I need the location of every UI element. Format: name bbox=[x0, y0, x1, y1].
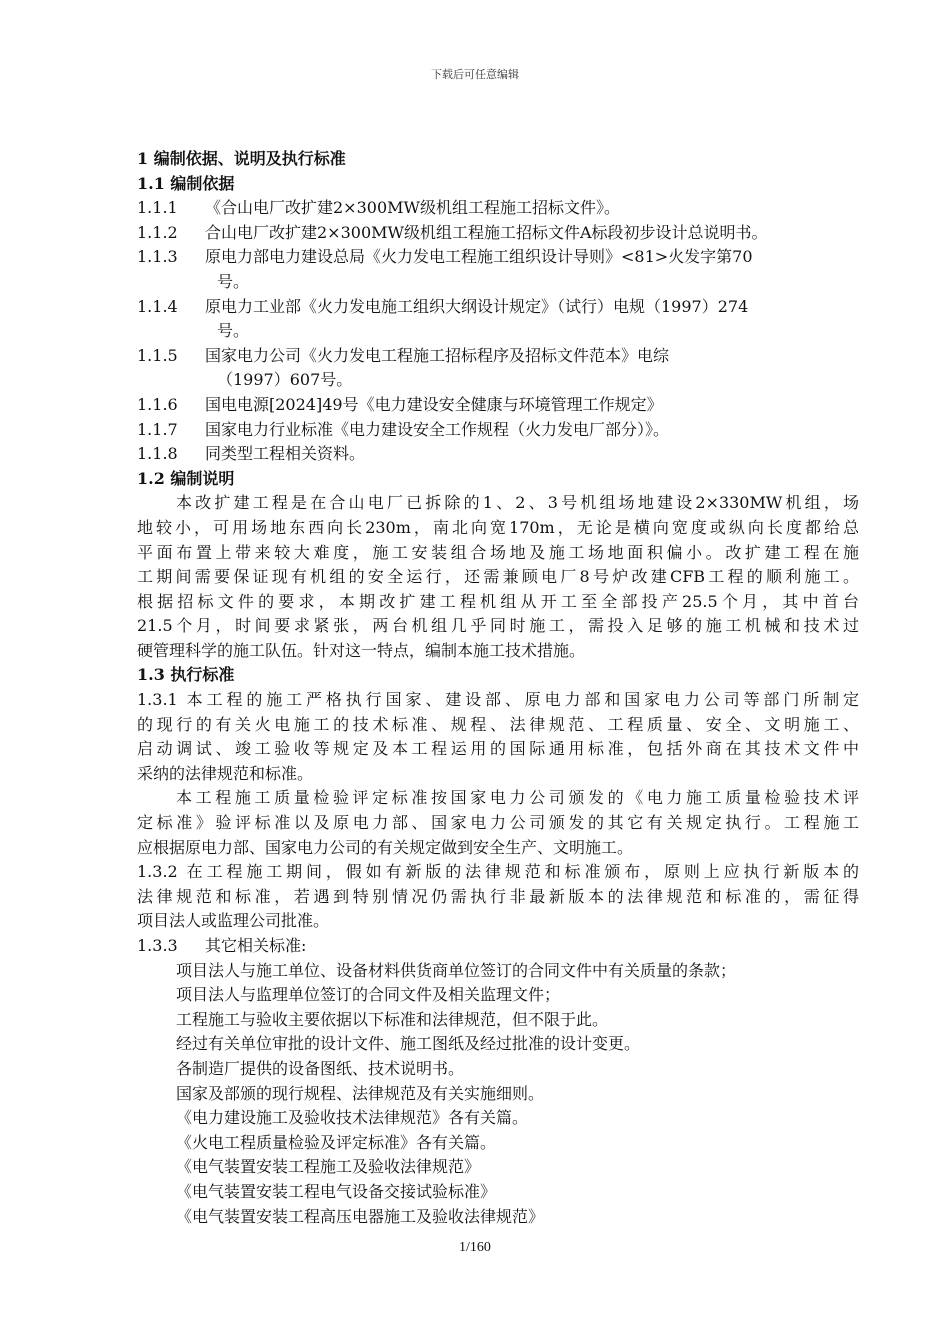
paragraph-line: 本工程施工质量检验评定标准按国家电力公司颁发的《电力施工质量检验技术评 bbox=[176, 788, 859, 808]
paragraph-line: 法律规范和标准，若遇到特别情况仍需执行非最新版本的法律规范和标准的，需征得 bbox=[137, 886, 859, 906]
paragraph-line: 本改扩建工程是在合山电厂已拆除的1、2、3号机组场地建设2×330MW机组，场 bbox=[176, 493, 859, 513]
paragraph-line: 项目法人或监理公司批准。 bbox=[137, 911, 330, 931]
paragraph-line: 根据招标文件的要求，本期改扩建工程机组从开工至全部投产25.5个月，其中首台 bbox=[137, 591, 859, 611]
paragraph-line: 1.3.1 本工程的施工严格执行国家、建设部、原电力部和国家电力公司等部门所制定 bbox=[137, 690, 859, 710]
paragraph-line: 定标准》验评标准以及原电力部、国家电力公司颁发的其它有关规定执行。工程施工 bbox=[137, 813, 859, 833]
standard-item: 《电力建设施工及验收技术法律规范》各有关篇。 bbox=[176, 1108, 529, 1128]
list-item: 1.1.2 合山电厂改扩建2×300MW级机组工程施工招标文件A标段初步设计总说明书。 bbox=[137, 222, 768, 242]
section-1-3-title: 1.3 执行标准 bbox=[137, 665, 235, 685]
standard-item: 经过有关单位审批的设计文件、施工图纸及经过批准的设计变更。 bbox=[176, 1034, 641, 1054]
list-item: 1.1.8 同类型工程相关资料。 bbox=[137, 444, 366, 464]
standard-item: 《火电工程质量检验及评定标准》各有关篇。 bbox=[176, 1132, 497, 1152]
paragraph-line: 应根据原电力部、国家电力公司的有关规定做到安全生产、文明施工。 bbox=[137, 837, 634, 857]
section-1-1-title: 1.1 编制依据 bbox=[137, 173, 235, 193]
list-item: 1.1.6 国电电源[2024]49号《电力建设安全健康与环境管理工作规定》 bbox=[137, 394, 663, 414]
list-item: 1.1.4 原电力工业部《火力发电施工组织大纲设计规定》（试行）电规（1997）274 bbox=[137, 296, 749, 316]
section-1-title: 1 编制依据、说明及执行标准 bbox=[137, 149, 346, 168]
standard-item: 项目法人与监理单位签订的合同文件及相关监理文件； bbox=[176, 985, 561, 1005]
standard-item: 项目法人与施工单位、设备材料供货商单位签订的合同文件中有关质量的条款； bbox=[176, 960, 737, 980]
page-number: 1/160 bbox=[459, 1240, 491, 1255]
list-item-continuation: （1997）607号。 bbox=[217, 370, 353, 390]
standard-item: 工程施工与验收主要依据以下标准和法律规范，但不限于此。 bbox=[176, 1009, 609, 1029]
paragraph-line: 平面布置上带来较大难度，施工安装组合场地及施工场地面积偏小。改扩建工程在施 bbox=[137, 542, 859, 562]
standard-item: 国家及部颁的现行规程、法律规范及有关实施细则。 bbox=[176, 1083, 545, 1103]
paragraph-line: 启动调试、竣工验收等规定及本工程运用的国际通用标准，包括外商在其技术文件中 bbox=[137, 739, 859, 759]
standard-item: 各制造厂提供的设备图纸、技术说明书。 bbox=[176, 1058, 465, 1078]
list-item-continuation: 号。 bbox=[217, 271, 250, 291]
list-item: 1.1.7 国家电力行业标准《电力建设安全工作规程（火力发电厂部分）》。 bbox=[137, 419, 670, 439]
standard-item: 《电气装置安装工程电气设备交接试验标准》 bbox=[176, 1181, 497, 1201]
list-item: 1.3.3 其它相关标准: bbox=[137, 936, 307, 955]
list-item: 1.1.3 原电力部电力建设总局《火力发电工程施工组织设计导则》<81>火发字第70 bbox=[137, 247, 753, 267]
standard-item: 《电气装置安装工程高压电器施工及验收法律规范》 bbox=[176, 1206, 545, 1226]
paragraph-line: 采纳的法律规范和标准。 bbox=[137, 763, 314, 783]
document-body bbox=[137, 147, 859, 1229]
paragraph-line: 硬管理科学的施工队伍。针对这一特点，编制本施工技术措施。 bbox=[137, 640, 586, 660]
paragraph-line: 工期间需要保证现有机组的安全运行，还需兼顾电厂8号炉改建CFB工程的顺利施工。 bbox=[137, 567, 859, 587]
paragraph-line: 21.5个月，时间要求紧张，两台机组几乎同时施工，需投入足够的施工机械和技术过 bbox=[137, 616, 859, 636]
section-1-2-title: 1.2 编制说明 bbox=[137, 468, 235, 488]
paragraph-line: 的现行的有关火电施工的技术标准、规程、法律规范、工程质量、安全、文明施工、 bbox=[137, 714, 859, 734]
paragraph-line: 1.3.2 在工程施工期间，假如有新版的法律规范和标准颁布，原则上应执行新版本的 bbox=[137, 862, 859, 882]
list-item: 1.1.1 《合山电厂改扩建2×300MW级机组工程施工招标文件》。 bbox=[137, 198, 620, 218]
page-header: 下载后可任意编辑 bbox=[431, 68, 519, 81]
list-item-continuation: 号。 bbox=[217, 321, 250, 341]
standard-item: 《电气装置安装工程施工及验收法律规范》 bbox=[176, 1157, 481, 1177]
paragraph-line: 地较小，可用场地东西向长230m，南北向宽170m，无论是横向宽度或纵向长度都给总 bbox=[137, 517, 859, 537]
list-item: 1.1.5 国家电力公司《火力发电工程施工招标程序及招标文件范本》电综 bbox=[137, 345, 670, 365]
